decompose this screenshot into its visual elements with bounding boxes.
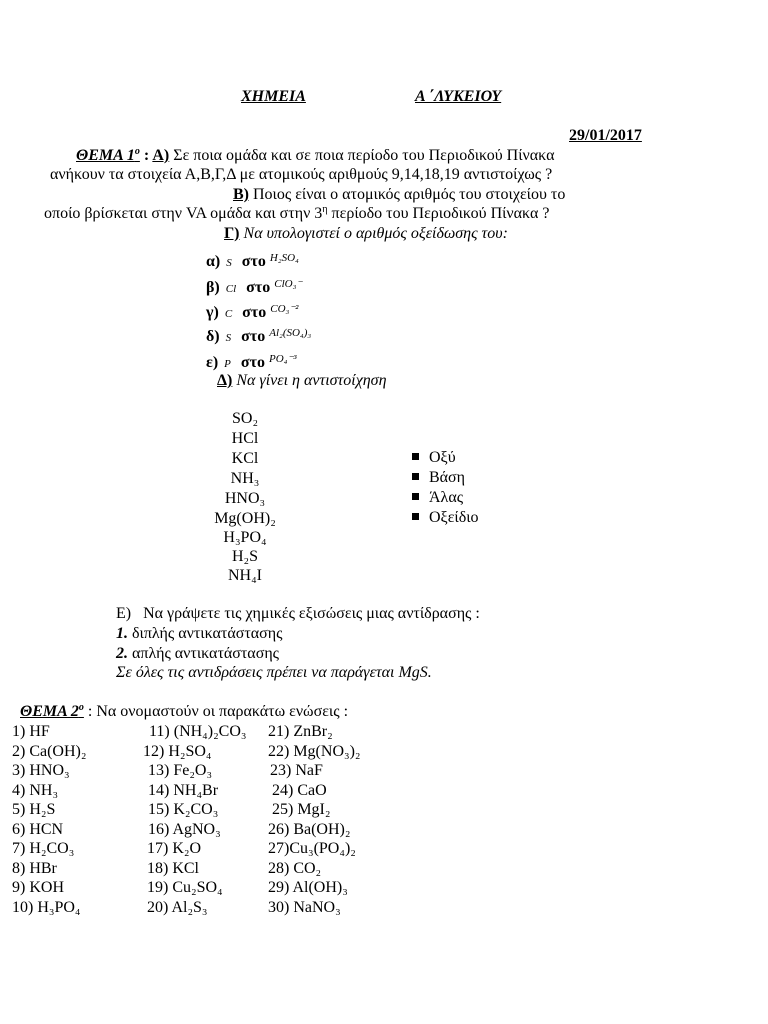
compound-to-name: 29) Al(OH)₃ [268,879,348,896]
bullet-icon [412,513,419,520]
compound-to-name: 21) ZnBr₂ [268,723,333,740]
compound-to-name: 8) HBr [12,859,57,877]
compound-to-name: 23) NaF [270,762,323,779]
compound-to-name: 20) Al₂S₃ [147,898,208,916]
compound-to-name: 15) K₂CO₃ [148,801,219,818]
question-g [224,225,508,243]
theme2-heading [20,703,348,721]
compound-to-name: 22) Mg(NO₃)₂ [268,742,361,760]
compound-item: NH₃ [230,470,260,487]
compound-item: H₃PO₄ [223,529,267,546]
category-item: Οξείδιο [412,509,479,527]
compound-to-name: 24) CaO [272,781,327,799]
compound-item: SO₂ [231,410,259,427]
compound-to-name: 25) MgI₂ [272,801,331,818]
question-e-text: Να γράψετε τις χημικές εξισώσεις μιας αντίδρασης : [143,605,480,622]
question-a-line2: ανήκουν τα στοιχεία Α,Β,Γ,Δ με ατομικούς αριθμούς 9,14,18,19 αντιστοίχως ? [50,166,553,183]
compound-item: H₂S [231,548,259,565]
class-title: Α ΄ΛΥΚΕΙΟΥ [415,88,502,105]
question-b-line1: Ποιος είναι ο ατομικός αριθμός του στοιχείου το [253,186,566,203]
oxidation-item: δ) S στο $^{Al_2(SO_4)_3}$ [206,327,312,345]
question-d-label: Δ) [217,372,233,389]
compound-item: HCl [231,430,259,447]
bullet-icon [412,493,419,500]
compound-to-name: 9) KOH [12,879,64,896]
compound-to-name: 27)Cu₃(PO₄)₂ [268,840,356,857]
compound-to-name: 7) H₂CO₃ [12,840,75,857]
question-e [116,605,480,623]
compound-to-name: 10) H₃PO₄ [12,898,81,916]
theme2-title: ΘΕΜΑ $2^o$ [20,702,84,720]
question-a-line1: Σε ποια ομάδα και σε ποια περίοδο του Περιοδικού Πίνακα [173,147,555,164]
compound-to-name: 13) Fe₂O₃ [148,762,213,779]
compound-to-name: 11) (NH₄)₂CO₃ [149,723,247,740]
question-e-label: Ε) [116,605,132,622]
compound-to-name: 3) HNO₃ [12,762,70,779]
question-d-text: Να γίνει η αντιστοίχηση [236,372,387,389]
question-b-line1-wrap [233,186,565,204]
compound-item: KCl [231,450,259,467]
theme2-text: : Να ονομαστούν οι παρακάτω ενώσεις : [87,703,349,720]
category-item: Άλας [412,489,463,507]
question-d [217,372,387,390]
compound-to-name: 17) K₂O [147,840,202,857]
compound-item: HNO₃ [224,490,266,507]
question-e-item: 1. διπλής αντικατάστασης [116,625,283,642]
compound-to-name: 19) Cu₂SO₄ [147,879,223,896]
question-a-label: Α) [152,147,170,164]
compound-to-name: 26) Ba(OH)₂ [268,820,351,838]
theme1-title: ΘΕΜΑ $1^o$ [76,146,140,164]
question-e-note: Σε όλες τις αντιδράσεις πρέπει να παράγεται MgS. [116,664,432,681]
compound-to-name: 5) H₂S [12,801,56,818]
oxidation-item: γ) C στο $^{CO_3^{-2}}$ [206,303,299,321]
oxidation-item: ε) P στο $^{PO_4^{-3}}$ [206,353,297,371]
theme1-heading-line: ΘΕΜΑ $1^o$ : Α) Σε ποια ομάδα και σε ποια περίοδο του Περιοδικού Πίνακα [76,146,555,164]
compound-item: Mg(OH)₂ [214,510,276,527]
compound-to-name: 4) NH₃ [12,781,59,799]
oxidation-item: α) S στο $^{H_2SO_4}$ [206,252,299,270]
compound-to-name: 2) Ca(OH)₂ [12,742,87,760]
compound-to-name: 18) KCl [147,859,199,877]
compound-to-name: 6) HCN [12,820,64,838]
compound-to-name: 30) NaNO₃ [268,898,341,916]
category-item: Βάση [412,469,465,487]
subject-title: ΧΗΜΕΙΑ [241,88,306,105]
compound-to-name: 28) CO₂ [268,859,322,877]
question-g-text: Να υπολογιστεί ο αριθμός οξείδωσης του: [243,225,508,242]
question-g-label: Γ) [224,225,240,242]
bullet-icon [412,453,419,460]
bullet-icon [412,473,419,480]
question-b-line2: οποίο βρίσκεται στην VA ομάδα και στην $3^\eta$ περίοδο του Περιοδικού Πίνακα ? [44,204,550,222]
compound-to-name: 12) H₂SO₄ [143,742,212,760]
oxidation-item: β) Cl στο $^{ClO_3^-}$ [206,278,303,296]
question-b-label: Β) [233,186,249,203]
compound-item: NH₄I [227,567,262,584]
compound-to-name: 1) HF [12,723,50,740]
compound-to-name: 14) NH₄Br [148,781,219,799]
compound-to-name: 16) AgNO₃ [148,820,221,838]
category-item: Οξύ [412,449,456,467]
question-e-item: 2. απλής αντικατάστασης [116,645,280,662]
date: 29/01/2017 [569,127,642,144]
